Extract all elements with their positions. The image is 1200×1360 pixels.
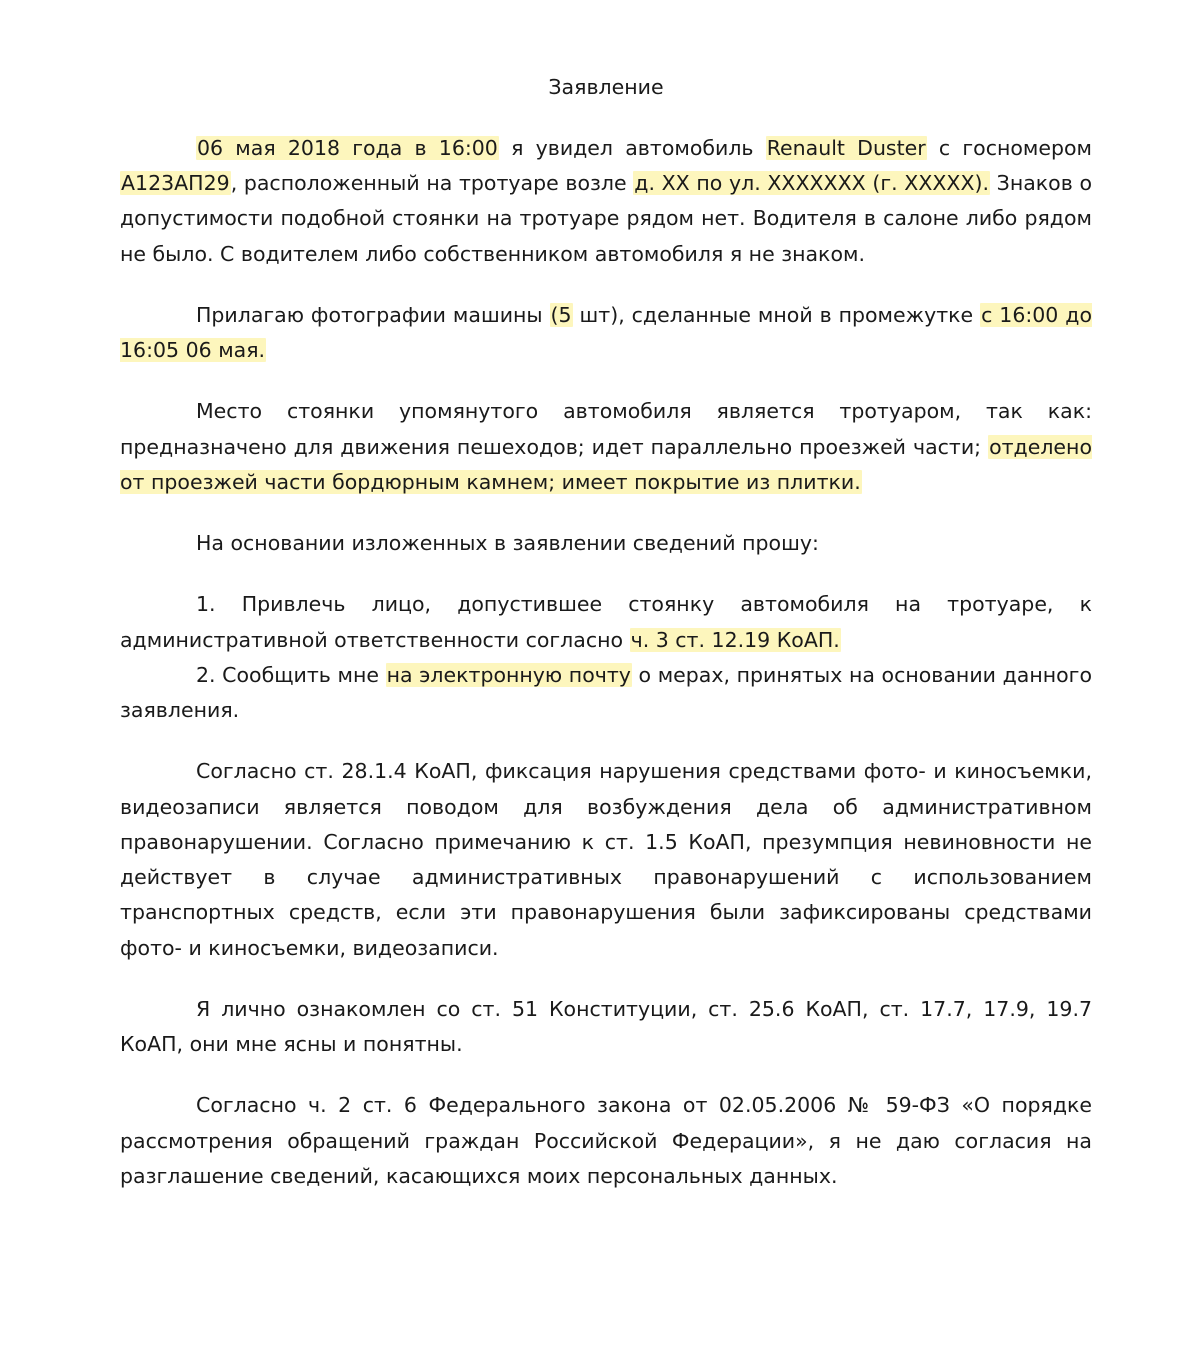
document-title: Заявление — [548, 75, 664, 99]
highlighted-text: д. ХХ по ул. ХХХХХХХ (г. ХХХХХ). — [634, 171, 990, 195]
paragraph-personal-data: Согласно ч. 2 ст. 6 Федерального закона от 02.05.2006 № 59-ФЗ «О порядке рассмотрения обращений граждан Российской Федерации», я не даю согласия на разглашение сведений, касающихся моих персональных данных. — [120, 1093, 1092, 1188]
highlighted-text: А123АП29 — [121, 171, 230, 195]
paragraph-photos: Прилагаю фотографии машины (5 шт), сделанные мной в промежутке с 16:00 до 16:05 06 мая. — [120, 302, 1092, 362]
document-body — [120, 131, 1092, 1194]
paragraph-rights-acknowledgement: Я лично ознакомлен со ст. 51 Конституции, ст. 25.6 КоАП, ст. 17.7, 17.9, 19.7 КоАП, они мне ясны и понятны. — [120, 996, 1092, 1056]
request-list — [120, 587, 1092, 728]
highlighted-text: с 16:00 до 16:05 06 мая. — [120, 302, 1092, 362]
paragraph-request-lead: На основании изложенных в заявлении сведений прошу: — [196, 531, 819, 555]
paragraph-koap-28-1-4: Согласно ст. 28.1.4 КоАП, фиксация нарушения средствами фото- и киносъемки, видеозаписи является поводом для возбуждения дела об административном правонарушении. Согласно примечанию к ст. 1.5 КоАП, презумпция невиновности не действует в случае административных правонарушений с использованием транспортных средств, если эти правонарушения были зафиксированы средствами фото- и киносъемки, видеозаписи. — [120, 759, 1092, 960]
highlighted-text: (5 — [550, 302, 572, 327]
request-item-1: 1. Привлечь лицо, допустившее стоянку автомобиля на тротуаре, к административной ответственности согласно ч. 3 ст. 12.19 КоАП. — [120, 592, 1092, 652]
highlighted-text: отделено от проезжей части бордюрным камнем; имеет покрытие из плитки. — [120, 434, 1092, 494]
highlighted-text: 06 мая 2018 года в 16:00 — [197, 135, 498, 160]
highlighted-text: ч. 3 ст. 12.19 КоАП. — [630, 627, 840, 652]
highlighted-text: Renault Duster — [766, 135, 926, 160]
highlighted-text: на электронную почту — [386, 662, 631, 687]
request-item-2: 2. Сообщить мне на электронную почту о мерах, принятых на основании данного заявления. — [120, 662, 1092, 722]
paragraph-intro: 06 мая 2018 года в 16:00 я увидел автомобиль Renault Duster с госномером А123АП29, расположенный на тротуаре возле д. ХХ по ул. ХХХХХХХ (г. ХХХХХ). Знаков о допустимости подобной стоянки на тротуаре рядом нет. Водителя в салоне либо рядом не было. С водителем либо собственником автомобиля я не знаком. — [120, 135, 1093, 266]
paragraph-sidewalk-definition: Место стоянки упомянутого автомобиля является тротуаром, так как: предназначено для движения пешеходов; идет параллельно проезжей части; отделено от проезжей части бордюрным камнем; имеет покрытие из плитки. — [120, 399, 1092, 494]
